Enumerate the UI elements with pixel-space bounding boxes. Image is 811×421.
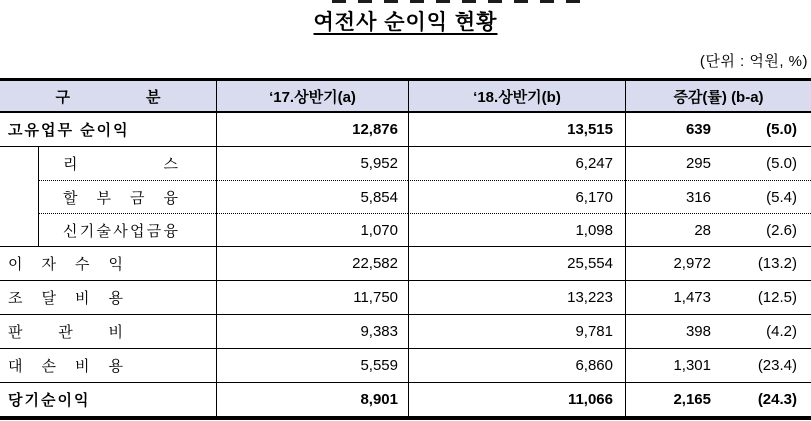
cropped-text-artifact <box>332 0 582 3</box>
change-rate: (2.6) <box>766 221 797 239</box>
change-amount: 1,473 <box>673 289 711 306</box>
value-2018-first-half: 13,223 <box>408 281 625 314</box>
column-header-2018-first-half: ‘18.상반기(b) <box>408 81 625 111</box>
value-2018-first-half: 6,170 <box>408 180 625 213</box>
column-header-category: 구 분 <box>55 88 161 106</box>
table-row <box>0 180 811 213</box>
change-rate: (13.2) <box>757 255 797 272</box>
change-cell <box>625 180 811 213</box>
table-header-row <box>0 81 811 113</box>
table-row <box>0 146 811 180</box>
value-2017-first-half: 5,559 <box>216 349 408 382</box>
row-label: 신 기 술 사 업 금 융 <box>63 222 178 240</box>
value-2018-first-half: 6,247 <box>408 147 625 180</box>
table-row <box>0 213 811 246</box>
value-2017-first-half: 5,952 <box>216 147 408 180</box>
change-amount: 2,972 <box>673 255 711 272</box>
row-label-cell <box>0 180 216 213</box>
value-2017-first-half: 5,854 <box>216 180 408 213</box>
column-header-change: 증감(률) (b-a) <box>625 81 811 111</box>
change-amount: 28 <box>694 221 711 239</box>
change-amount: 639 <box>685 121 711 138</box>
change-cell <box>625 383 811 416</box>
row-label-cell <box>0 315 216 348</box>
change-cell <box>625 113 811 146</box>
value-2017-first-half: 12,876 <box>216 113 408 146</box>
change-cell <box>625 213 811 246</box>
indent-guide <box>38 147 216 180</box>
net-income-table <box>0 78 811 420</box>
page-title: 여전사 순이익 현황 <box>313 11 498 34</box>
table-row <box>0 314 811 348</box>
value-2018-first-half: 11,066 <box>408 383 625 416</box>
row-label-cell <box>0 247 216 280</box>
change-rate: (5.0) <box>766 155 797 172</box>
change-cell <box>625 281 811 314</box>
row-label: 판 관 비 <box>8 324 123 341</box>
change-cell <box>625 147 811 180</box>
value-2017-first-half: 11,750 <box>216 281 408 314</box>
value-2017-first-half: 9,383 <box>216 315 408 348</box>
value-2017-first-half: 1,070 <box>216 213 408 246</box>
table-row <box>0 382 811 416</box>
change-cell <box>625 349 811 382</box>
column-header-category-cell <box>0 81 216 111</box>
value-2018-first-half: 25,554 <box>408 247 625 280</box>
row-label-cell <box>0 281 216 314</box>
table-row <box>0 246 811 280</box>
table-row <box>0 280 811 314</box>
change-rate: (4.2) <box>766 323 797 340</box>
table-row <box>0 348 811 382</box>
row-label: 리 스 <box>63 156 178 173</box>
change-cell <box>625 315 811 348</box>
indent-guide <box>38 213 216 246</box>
row-label: 할 부 금 융 <box>63 189 178 207</box>
change-amount: 2,165 <box>673 391 711 408</box>
value-2017-first-half: 22,582 <box>216 247 408 280</box>
row-label: 이 자 수 익 <box>8 256 123 273</box>
row-label-cell <box>0 213 216 246</box>
column-header-2017-first-half: ‘17.상반기(a) <box>216 81 408 111</box>
change-rate: (5.0) <box>766 121 797 138</box>
indent-guide <box>38 180 216 213</box>
row-label: 대 손 비 용 <box>8 358 123 375</box>
change-amount: 316 <box>685 188 711 206</box>
value-2018-first-half: 13,515 <box>408 113 625 146</box>
value-2018-first-half: 6,860 <box>408 349 625 382</box>
change-cell <box>625 247 811 280</box>
row-label-cell <box>0 113 216 146</box>
value-2018-first-half: 1,098 <box>408 213 625 246</box>
table-row <box>0 113 811 146</box>
row-label: 당기순이익 <box>8 392 91 409</box>
change-rate: (5.4) <box>766 188 797 206</box>
row-label: 고유업무 순이익 <box>8 122 130 139</box>
value-2017-first-half: 8,901 <box>216 383 408 416</box>
change-rate: (24.3) <box>757 391 797 408</box>
change-amount: 295 <box>685 155 711 172</box>
change-amount: 398 <box>685 323 711 340</box>
change-amount: 1,301 <box>673 357 711 374</box>
change-rate: (12.5) <box>757 289 797 306</box>
row-label-cell <box>0 383 216 416</box>
row-label-cell <box>0 147 216 180</box>
unit-note: (단위 : 억원, %) <box>699 53 808 70</box>
change-rate: (23.4) <box>757 357 797 374</box>
value-2018-first-half: 9,781 <box>408 315 625 348</box>
row-label-cell <box>0 349 216 382</box>
row-label: 조 달 비 용 <box>8 290 123 307</box>
